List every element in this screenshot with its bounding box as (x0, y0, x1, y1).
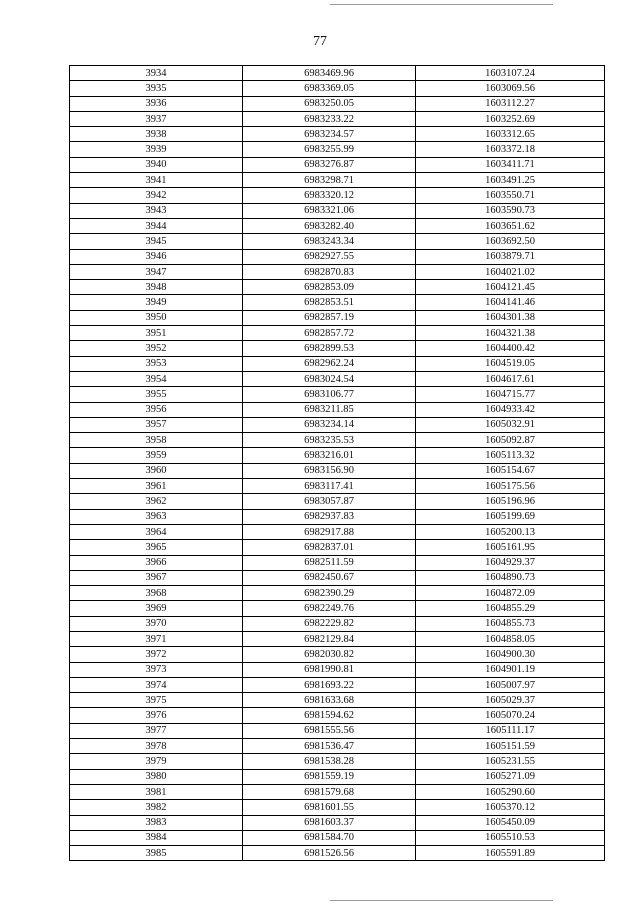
table-row (70, 754, 605, 769)
table-row (70, 448, 605, 463)
x-coordinate-cell: 6982962.24 (243, 356, 416, 371)
point-number-cell: 3970 (70, 616, 243, 631)
point-number-cell: 3962 (70, 494, 243, 509)
y-coordinate-cell: 1604617.61 (416, 371, 605, 386)
y-coordinate-cell: 1605032.91 (416, 417, 605, 432)
x-coordinate-cell: 6981555.56 (243, 723, 416, 738)
y-coordinate-cell: 1603372.18 (416, 142, 605, 157)
y-coordinate-cell: 1603590.73 (416, 203, 605, 218)
y-coordinate-cell: 1603651.62 (416, 218, 605, 233)
point-number-cell: 3983 (70, 815, 243, 830)
y-coordinate-cell: 1605070.24 (416, 708, 605, 723)
point-number-cell: 3969 (70, 601, 243, 616)
y-coordinate-cell: 1604141.46 (416, 295, 605, 310)
y-coordinate-cell: 1605154.67 (416, 463, 605, 478)
point-number-cell: 3964 (70, 524, 243, 539)
table-row (70, 81, 605, 96)
point-number-cell: 3974 (70, 677, 243, 692)
table-row (70, 524, 605, 539)
y-coordinate-cell: 1605029.37 (416, 693, 605, 708)
table-row (70, 203, 605, 218)
table-row (70, 371, 605, 386)
x-coordinate-cell: 6981579.68 (243, 784, 416, 799)
y-coordinate-cell: 1605370.12 (416, 800, 605, 815)
point-number-cell: 3976 (70, 708, 243, 723)
point-number-cell: 3946 (70, 249, 243, 264)
x-coordinate-cell: 6983255.99 (243, 142, 416, 157)
table-row (70, 402, 605, 417)
x-coordinate-cell: 6981601.55 (243, 800, 416, 815)
point-number-cell: 3971 (70, 631, 243, 646)
x-coordinate-cell: 6982853.51 (243, 295, 416, 310)
table-row (70, 264, 605, 279)
y-coordinate-cell: 1603107.24 (416, 66, 605, 81)
x-coordinate-cell: 6982853.09 (243, 280, 416, 295)
table-row (70, 800, 605, 815)
x-coordinate-cell: 6983321.06 (243, 203, 416, 218)
table-row (70, 647, 605, 662)
y-coordinate-cell: 1603252.69 (416, 111, 605, 126)
point-number-cell: 3973 (70, 662, 243, 677)
x-coordinate-cell: 6982837.01 (243, 540, 416, 555)
x-coordinate-cell: 6981536.47 (243, 739, 416, 754)
point-number-cell: 3941 (70, 173, 243, 188)
point-number-cell: 3959 (70, 448, 243, 463)
table-row (70, 616, 605, 631)
y-coordinate-cell: 1604901.19 (416, 662, 605, 677)
table-row (70, 218, 605, 233)
table-row (70, 326, 605, 341)
y-coordinate-cell: 1605161.95 (416, 540, 605, 555)
point-number-cell: 3942 (70, 188, 243, 203)
table-row (70, 157, 605, 172)
point-number-cell: 3958 (70, 433, 243, 448)
x-coordinate-cell: 6983250.05 (243, 96, 416, 111)
table-row (70, 127, 605, 142)
table-row (70, 387, 605, 402)
point-number-cell: 3972 (70, 647, 243, 662)
x-coordinate-cell: 6983320.12 (243, 188, 416, 203)
x-coordinate-cell: 6982857.72 (243, 326, 416, 341)
point-number-cell: 3985 (70, 846, 243, 861)
point-number-cell: 3954 (70, 371, 243, 386)
x-coordinate-cell: 6983156.90 (243, 463, 416, 478)
point-number-cell: 3961 (70, 479, 243, 494)
point-number-cell: 3982 (70, 800, 243, 815)
y-coordinate-cell: 1604400.42 (416, 341, 605, 356)
y-coordinate-cell: 1605231.55 (416, 754, 605, 769)
y-coordinate-cell: 1605196.96 (416, 494, 605, 509)
table-row (70, 631, 605, 646)
x-coordinate-cell: 6982229.82 (243, 616, 416, 631)
x-coordinate-cell: 6981584.70 (243, 830, 416, 845)
x-coordinate-cell: 6981538.28 (243, 754, 416, 769)
table-row (70, 142, 605, 157)
table-row (70, 570, 605, 585)
y-coordinate-cell: 1603112.27 (416, 96, 605, 111)
table-row (70, 66, 605, 81)
table-row (70, 693, 605, 708)
y-coordinate-cell: 1605007.97 (416, 677, 605, 692)
y-coordinate-cell: 1605510.53 (416, 830, 605, 845)
x-coordinate-cell: 6982511.59 (243, 555, 416, 570)
y-coordinate-cell: 1605092.87 (416, 433, 605, 448)
table-row (70, 356, 605, 371)
x-coordinate-cell: 6982899.53 (243, 341, 416, 356)
x-coordinate-cell: 6983216.01 (243, 448, 416, 463)
x-coordinate-cell: 6983235.53 (243, 433, 416, 448)
y-coordinate-cell: 1605111.17 (416, 723, 605, 738)
point-number-cell: 3965 (70, 540, 243, 555)
point-number-cell: 3934 (70, 66, 243, 81)
table-row (70, 677, 605, 692)
point-number-cell: 3975 (70, 693, 243, 708)
table-row (70, 280, 605, 295)
point-number-cell: 3952 (70, 341, 243, 356)
point-number-cell: 3947 (70, 264, 243, 279)
point-number-cell: 3936 (70, 96, 243, 111)
point-number-cell: 3956 (70, 402, 243, 417)
table-row (70, 417, 605, 432)
x-coordinate-cell: 6981594.62 (243, 708, 416, 723)
x-coordinate-cell: 6983234.57 (243, 127, 416, 142)
y-coordinate-cell: 1605175.56 (416, 479, 605, 494)
x-coordinate-cell: 6983276.87 (243, 157, 416, 172)
y-coordinate-cell: 1604519.05 (416, 356, 605, 371)
scan-top-edge-line (330, 4, 553, 5)
point-number-cell: 3953 (70, 356, 243, 371)
x-coordinate-cell: 6981990.81 (243, 662, 416, 677)
table-row (70, 509, 605, 524)
point-number-cell: 3978 (70, 739, 243, 754)
x-coordinate-cell: 6982450.67 (243, 570, 416, 585)
table-row (70, 111, 605, 126)
x-coordinate-cell: 6983057.87 (243, 494, 416, 509)
table-row (70, 830, 605, 845)
x-coordinate-cell: 6981559.19 (243, 769, 416, 784)
table-row (70, 555, 605, 570)
y-coordinate-cell: 1603491.25 (416, 173, 605, 188)
point-number-cell: 3943 (70, 203, 243, 218)
point-number-cell: 3938 (70, 127, 243, 142)
y-coordinate-cell: 1603692.50 (416, 234, 605, 249)
x-coordinate-cell: 6982030.82 (243, 647, 416, 662)
x-coordinate-cell: 6983282.40 (243, 218, 416, 233)
table-row (70, 739, 605, 754)
table-row (70, 662, 605, 677)
x-coordinate-cell: 6983211.85 (243, 402, 416, 417)
x-coordinate-cell: 6983369.05 (243, 81, 416, 96)
y-coordinate-cell: 1605151.59 (416, 739, 605, 754)
y-coordinate-cell: 1604929.37 (416, 555, 605, 570)
table-row (70, 479, 605, 494)
point-number-cell: 3955 (70, 387, 243, 402)
y-coordinate-cell: 1604121.45 (416, 280, 605, 295)
table-row (70, 295, 605, 310)
table-row (70, 723, 605, 738)
coordinates-table-body (70, 66, 605, 861)
point-number-cell: 3945 (70, 234, 243, 249)
table-row (70, 846, 605, 861)
x-coordinate-cell: 6983469.96 (243, 66, 416, 81)
table-row (70, 249, 605, 264)
table-row (70, 815, 605, 830)
point-number-cell: 3963 (70, 509, 243, 524)
y-coordinate-cell: 1605290.60 (416, 784, 605, 799)
point-number-cell: 3984 (70, 830, 243, 845)
point-number-cell: 3981 (70, 784, 243, 799)
y-coordinate-cell: 1605113.32 (416, 448, 605, 463)
y-coordinate-cell: 1604321.38 (416, 326, 605, 341)
table-row (70, 784, 605, 799)
y-coordinate-cell: 1604900.30 (416, 647, 605, 662)
y-coordinate-cell: 1604301.38 (416, 310, 605, 325)
x-coordinate-cell: 6982249.76 (243, 601, 416, 616)
point-number-cell: 3940 (70, 157, 243, 172)
point-number-cell: 3979 (70, 754, 243, 769)
point-number-cell: 3948 (70, 280, 243, 295)
x-coordinate-cell: 6981633.68 (243, 693, 416, 708)
y-coordinate-cell: 1604855.73 (416, 616, 605, 631)
x-coordinate-cell: 6981526.56 (243, 846, 416, 861)
table-row (70, 708, 605, 723)
y-coordinate-cell: 1604855.29 (416, 601, 605, 616)
point-number-cell: 3968 (70, 586, 243, 601)
table-row (70, 769, 605, 784)
x-coordinate-cell: 6983233.22 (243, 111, 416, 126)
table-row (70, 310, 605, 325)
table-row (70, 540, 605, 555)
point-number-cell: 3939 (70, 142, 243, 157)
y-coordinate-cell: 1603411.71 (416, 157, 605, 172)
coordinates-table (69, 65, 605, 861)
y-coordinate-cell: 1603312.65 (416, 127, 605, 142)
point-number-cell: 3935 (70, 81, 243, 96)
point-number-cell: 3949 (70, 295, 243, 310)
point-number-cell: 3966 (70, 555, 243, 570)
scan-bottom-edge-line (330, 900, 553, 901)
table-row (70, 188, 605, 203)
x-coordinate-cell: 6983243.34 (243, 234, 416, 249)
point-number-cell: 3951 (70, 326, 243, 341)
x-coordinate-cell: 6982870.83 (243, 264, 416, 279)
y-coordinate-cell: 1605271.09 (416, 769, 605, 784)
y-coordinate-cell: 1603550.71 (416, 188, 605, 203)
y-coordinate-cell: 1604858.05 (416, 631, 605, 646)
y-coordinate-cell: 1605199.69 (416, 509, 605, 524)
y-coordinate-cell: 1604715.77 (416, 387, 605, 402)
table-row (70, 341, 605, 356)
point-number-cell: 3957 (70, 417, 243, 432)
x-coordinate-cell: 6982937.83 (243, 509, 416, 524)
y-coordinate-cell: 1604933.42 (416, 402, 605, 417)
y-coordinate-cell: 1603069.56 (416, 81, 605, 96)
x-coordinate-cell: 6982129.84 (243, 631, 416, 646)
table-row (70, 96, 605, 111)
y-coordinate-cell: 1604890.73 (416, 570, 605, 585)
x-coordinate-cell: 6982390.29 (243, 586, 416, 601)
point-number-cell: 3960 (70, 463, 243, 478)
table-row (70, 234, 605, 249)
table-row (70, 463, 605, 478)
x-coordinate-cell: 6981693.22 (243, 677, 416, 692)
table-row (70, 173, 605, 188)
y-coordinate-cell: 1604021.02 (416, 264, 605, 279)
x-coordinate-cell: 6982917.88 (243, 524, 416, 539)
x-coordinate-cell: 6982927.55 (243, 249, 416, 264)
table-row (70, 601, 605, 616)
table-row (70, 433, 605, 448)
point-number-cell: 3937 (70, 111, 243, 126)
y-coordinate-cell: 1604872.09 (416, 586, 605, 601)
point-number-cell: 3950 (70, 310, 243, 325)
y-coordinate-cell: 1603879.71 (416, 249, 605, 264)
x-coordinate-cell: 6983298.71 (243, 173, 416, 188)
x-coordinate-cell: 6983106.77 (243, 387, 416, 402)
y-coordinate-cell: 1605450.09 (416, 815, 605, 830)
point-number-cell: 3967 (70, 570, 243, 585)
x-coordinate-cell: 6983024.54 (243, 371, 416, 386)
y-coordinate-cell: 1605200.13 (416, 524, 605, 539)
x-coordinate-cell: 6982857.19 (243, 310, 416, 325)
page-number: 77 (313, 34, 327, 49)
x-coordinate-cell: 6983234.14 (243, 417, 416, 432)
point-number-cell: 3944 (70, 218, 243, 233)
y-coordinate-cell: 1605591.89 (416, 846, 605, 861)
x-coordinate-cell: 6983117.41 (243, 479, 416, 494)
point-number-cell: 3980 (70, 769, 243, 784)
x-coordinate-cell: 6981603.37 (243, 815, 416, 830)
point-number-cell: 3977 (70, 723, 243, 738)
table-row (70, 586, 605, 601)
table-row (70, 494, 605, 509)
